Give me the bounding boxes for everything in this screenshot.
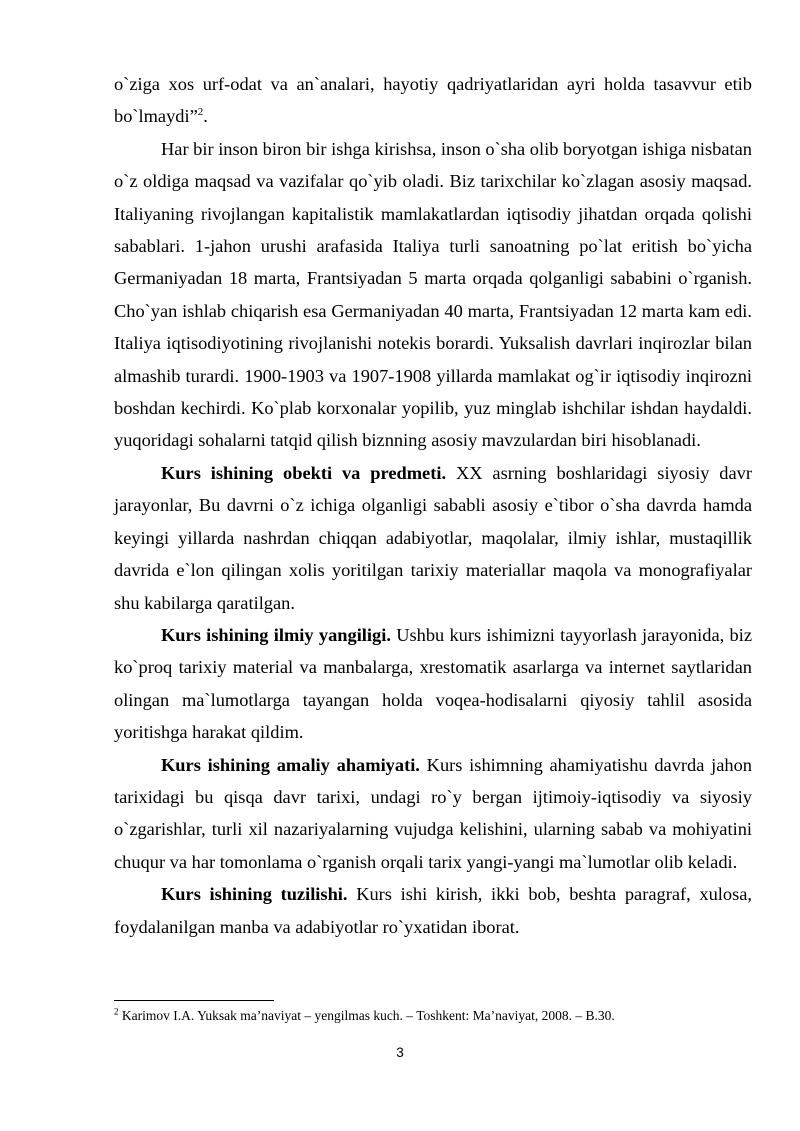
document-body [114,68,752,943]
footnote-separator [114,1000,274,1001]
paragraph-practical-significance [114,749,752,879]
paragraph-heading: Kurs ishining ilmiy yangiligi. [161,624,391,645]
page-number: 3 [396,1045,404,1060]
paragraph-text: Har bir inson biron bir ishga kirishsa, inson o`sha olib boryotgan ishiga nisbatan o`z oldiga maqsad va vazifalar qo`yib oladi. Biz tarixchilar ko`zlagan asosiy maqsad. Italiyaning rivojlangan kapitalistik mamlakatlardan iqtisodiy jihatdan orqada qolishi sabablari. 1-jahon urushi arafasida Italiya turli sanoatning po`lat eritish bo`yicha Germaniyadan 18 marta, Frantsiyadan 5 marta orqada qolganligi sababini o`rganish. Cho`yan ishlab chiqarish esa Germaniyadan 40 marta, Frantsiyadan 12 marta kam edi. Italiya iqtisodiyotining rivojlanishi notekis borardi. Yuksalish davrlari inqirozlar bilan almashib turardi. 1900-1903 va 1907-1908 yillarda mamlakat og`ir iqtisodiy inqirozni boshdan kechirdi. Ko`plab korxonalar yopilib, yuz minglab ishchilar ishdan haydaldi. yuqoridagi sohalarni tatqid qilish biznning asosiy mavzulardan biri hisoblanadi. [114,138,752,451]
paragraph-scientific-novelty [114,619,752,749]
paragraph-text: Kurs ishimning ahamiyatishu davrda jahon tarixidagi bu qisqa davr tarixi, undagi ro`y bergan ijtimoiy-iqtisodiy va siyosiy o`zgarishlar, turli xil nazariyalarning vujudga kelishini, ularning sabab va mohiyatini chuqur va har tomonlama o`rganish orqali tarix yangi-yangi ma`lumotlar olib keladi. [114,754,752,872]
paragraph-heading: Kurs ishining tuzilishi. [161,884,348,905]
paragraph-text: Kurs ishi kirish, ikki bob, beshta paragraf, xulosa, foydalanilgan manba va adabiyotlar ro`yxatidan iborat. [114,884,752,937]
paragraph-text: o`ziga xos urf-odat va an`analari, hayotiy qadriyatlaridan ayri holda tasavvur etib bo`lmaydi” [114,74,752,127]
footnote-text: Karimov I.A. Yuksak ma’naviyat – yengilmas kuch. – Toshkent: Ma’naviyat, 2008. – B.30. [118,1008,615,1023]
paragraph-text: XX asrning boshlaridagi siyosiy davr jarayonlar, Bu davrni o`z ichiga olganligi sababli asosiy e`tibor o`sha davrda hamda keyingi yillarda nashrdan chiqqan adabiyotlar, maqolalar, ilmiy ishlar, mustaqillik davrida e`lon qilingan xolis yoritilgan tarixiy materiallar maqola va monografiyalar shu kabilarga qaratilgan. [114,462,752,613]
paragraph-purpose [114,133,752,457]
paragraph-structure [114,878,752,943]
footnote-mark: 2 [114,1006,119,1017]
paragraph-object-subject [114,457,752,619]
paragraph-continuation [114,68,752,133]
paragraph-heading: Kurs ishining amaliy ahamiyati. [161,754,420,775]
footnote [114,1007,754,1025]
footnote-reference: 2 [197,106,204,119]
paragraph-text: Ushbu kurs ishimizni tayyorlash jarayonida, biz ko`proq tarixiy material va manbalarga, xrestomatik asarlarga va internet saytlaridan olingan ma`lumotlarga tayangan holda voqea-hodisalarni qiyosiy tahlil asosida yoritishga harakat qildim. [114,624,752,743]
paragraph-heading: Kurs ishining obekti va predmeti. [161,462,447,483]
paragraph-tail: . [203,106,208,127]
